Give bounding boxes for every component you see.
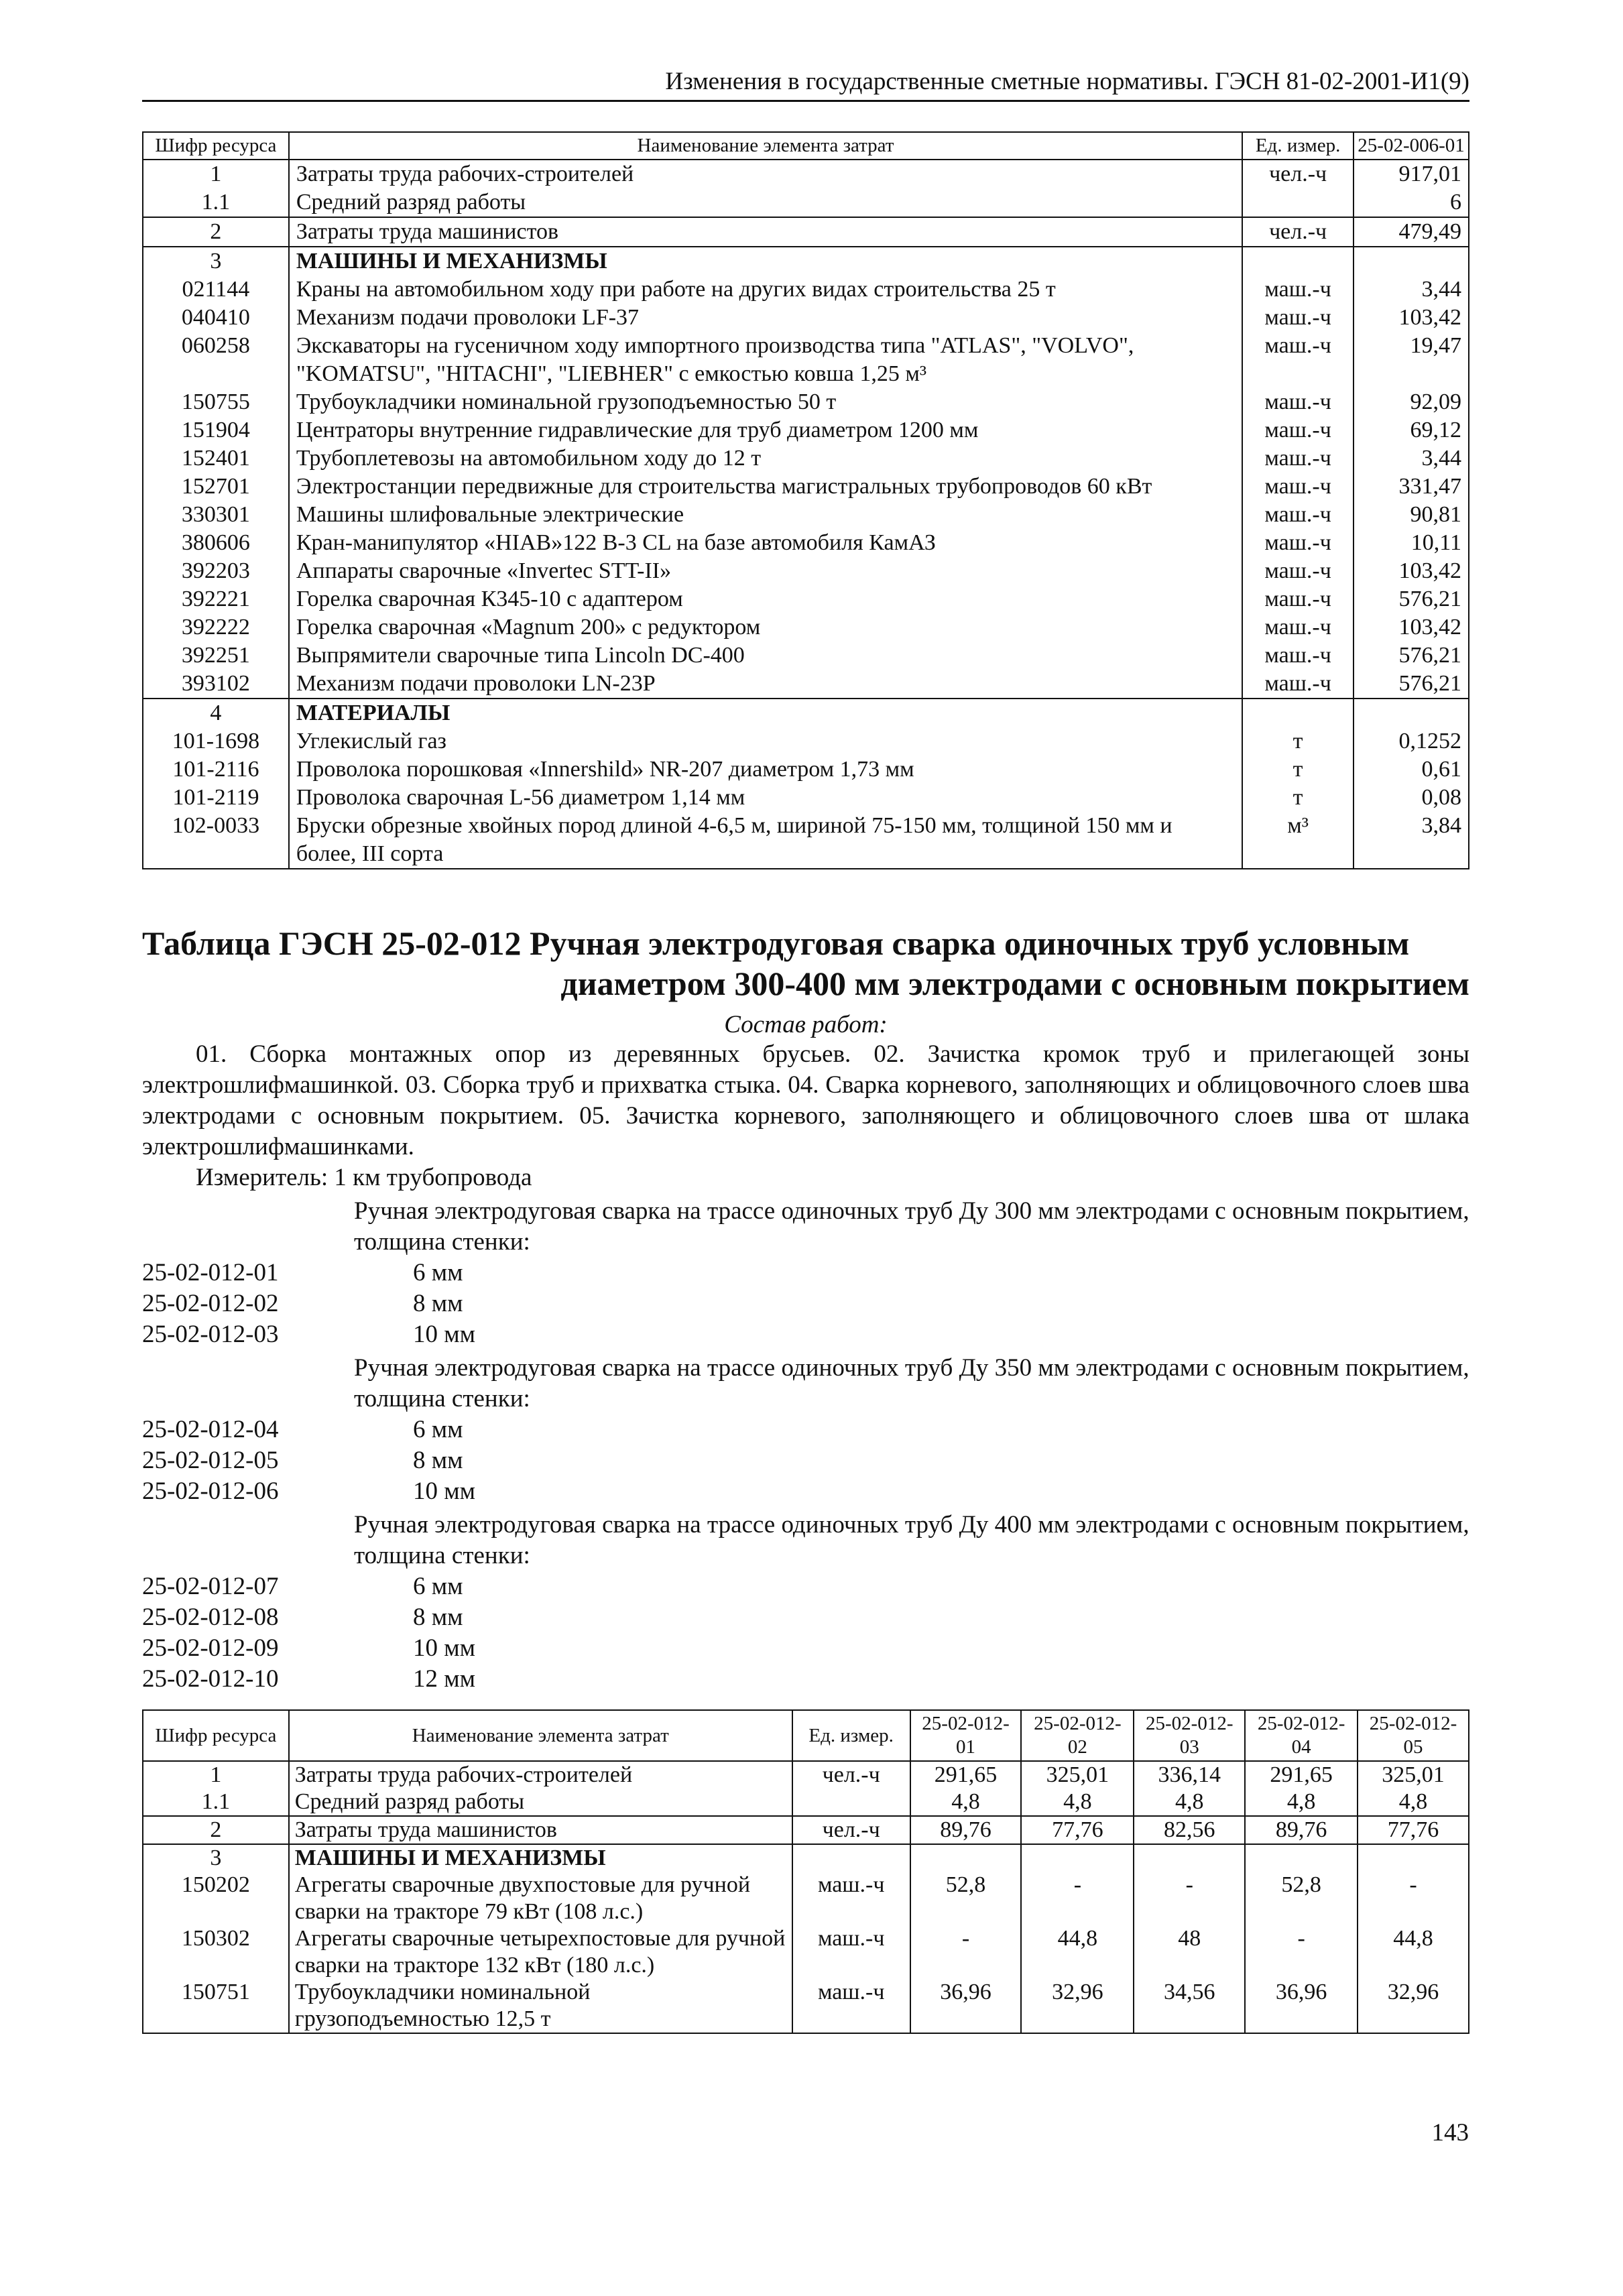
resource-name: Проволока порошковая «Innershild» NR-207 диаметром 1,73 мм [289, 756, 1242, 784]
resource-table-25-02-006 [142, 131, 1469, 869]
resource-unit: т [1242, 756, 1354, 784]
resource-unit: чел.-ч [792, 1761, 910, 1789]
table-row [143, 1872, 1469, 1925]
resource-name: Горелка сварочная К345-10 с адаптером [289, 585, 1242, 613]
resource-code: 392203 [143, 557, 289, 585]
resource-code: 101-1698 [143, 727, 289, 756]
resource-value: 4,8 [1245, 1789, 1358, 1816]
resource-value: 44,8 [1021, 1925, 1134, 1979]
resource-unit: маш.-ч [792, 1979, 910, 2033]
resource-value: 325,01 [1021, 1761, 1134, 1789]
resource-code: 393102 [143, 670, 289, 699]
resource-unit [792, 1844, 910, 1872]
resource-name: Затраты труда машинистов [289, 1816, 792, 1844]
resource-value: 576,21 [1354, 585, 1469, 613]
table-row [143, 1979, 1469, 2033]
norm-code: 25-02-012-04 [142, 1416, 279, 1443]
norm-item [142, 1414, 1469, 1445]
norm-code: 25-02-012-06 [142, 1477, 279, 1505]
resource-value: 103,42 [1354, 304, 1469, 332]
table-row [143, 727, 1469, 756]
resource-value: 3,44 [1354, 444, 1469, 473]
resource-name: Бруски обрезные хвойных пород длиной 4-6,5 м, шириной 75-150 мм, толщиной 150 мм и более, III сорта [289, 812, 1242, 869]
resource-name: Трубоукладчики номинальной грузоподъемностью 12,5 т [289, 1979, 792, 2033]
resource-unit: маш.-ч [1242, 388, 1354, 416]
resource-code: 151904 [143, 416, 289, 444]
norm-list [142, 1196, 1469, 1695]
table-row [143, 1816, 1469, 1844]
resource-unit: маш.-ч [1242, 304, 1354, 332]
resource-code: 1 [143, 1761, 289, 1789]
table-header-row [143, 132, 1469, 160]
resource-unit: чел.-ч [1242, 160, 1354, 188]
resource-unit: маш.-ч [1242, 613, 1354, 642]
resource-value [1245, 1844, 1358, 1872]
resource-value [910, 1844, 1022, 1872]
norm-code: 25-02-012-03 [142, 1321, 279, 1348]
resource-name: МАШИНЫ И МЕХАНИЗМЫ [289, 1844, 792, 1872]
resource-name: Аппараты сварочные «Invertec STT-II» [289, 557, 1242, 585]
col-header-norm: 25-02-012-03 [1134, 1710, 1245, 1761]
resource-value: 52,8 [910, 1872, 1022, 1925]
resource-code: 380606 [143, 529, 289, 557]
resource-code: 1.1 [143, 188, 289, 217]
table-row [143, 1761, 1469, 1789]
resource-value: 10,11 [1354, 529, 1469, 557]
resource-value [1021, 1844, 1134, 1872]
resource-table-25-02-012 [142, 1709, 1469, 2034]
col-header-code: Шифр ресурса [143, 132, 289, 160]
norm-group-description: Ручная электродуговая сварка на трассе одиночных труб Ду 350 мм электродами с основным покрытием, толщина стенки: [354, 1354, 1469, 1412]
resource-value: 103,42 [1354, 557, 1469, 585]
resource-value: 4,8 [1134, 1789, 1245, 1816]
resource-value: 576,21 [1354, 642, 1469, 670]
resource-unit: маш.-ч [1242, 501, 1354, 529]
col-header-norm: 25-02-012-04 [1245, 1710, 1358, 1761]
table-row [143, 1844, 1469, 1872]
resource-value: - [1358, 1872, 1469, 1925]
document-page [142, 67, 1469, 2034]
resource-code: 3 [143, 247, 289, 276]
table-row [143, 188, 1469, 217]
resource-value: 0,08 [1354, 784, 1469, 812]
resource-value: - [1021, 1872, 1134, 1925]
resource-code: 150302 [143, 1925, 289, 1979]
resource-name: Трубоукладчики номинальной грузоподъемностью 50 т [289, 388, 1242, 416]
resource-value: 32,96 [1358, 1979, 1469, 2033]
table-row [143, 529, 1469, 557]
resource-value [1354, 699, 1469, 727]
resource-unit: т [1242, 727, 1354, 756]
resource-unit: маш.-ч [1242, 585, 1354, 613]
resource-name: Машины шлифовальные электрические [289, 501, 1242, 529]
resource-value: 6 [1354, 188, 1469, 217]
norm-code: 25-02-012-01 [142, 1259, 279, 1286]
resource-unit: маш.-ч [792, 1872, 910, 1925]
resource-value: 69,12 [1354, 416, 1469, 444]
resource-value: 0,61 [1354, 756, 1469, 784]
wall-thickness: 6 мм [413, 1416, 463, 1443]
resource-value: 325,01 [1358, 1761, 1469, 1789]
resource-code: 1 [143, 160, 289, 188]
resource-code: 060258 [143, 332, 289, 388]
resource-name: Средний разряд работы [289, 1789, 792, 1816]
norm-code: 25-02-012-09 [142, 1634, 279, 1662]
resource-value [1358, 1844, 1469, 1872]
resource-value: - [910, 1925, 1022, 1979]
norm-code: 25-02-012-10 [142, 1665, 279, 1693]
table-row [143, 585, 1469, 613]
wall-thickness: 10 мм [413, 1321, 476, 1348]
norm-item [142, 1633, 1469, 1664]
wall-thickness: 12 мм [413, 1665, 476, 1693]
norm-code: 25-02-012-07 [142, 1573, 279, 1600]
norm-item [142, 1602, 1469, 1633]
resource-value: 19,47 [1354, 332, 1469, 388]
table-row [143, 642, 1469, 670]
resource-value: 32,96 [1021, 1979, 1134, 2033]
norm-code: 25-02-012-05 [142, 1447, 279, 1474]
table-row [143, 444, 1469, 473]
norm-item [142, 1571, 1469, 1602]
resource-value: 4,8 [1358, 1789, 1469, 1816]
table-row [143, 416, 1469, 444]
resource-value: 92,09 [1354, 388, 1469, 416]
resource-value [1134, 1844, 1245, 1872]
resource-value: 34,56 [1134, 1979, 1245, 2033]
table-row [143, 613, 1469, 642]
resource-unit: м³ [1242, 812, 1354, 869]
resource-value: 36,96 [910, 1979, 1022, 2033]
resource-value: 331,47 [1354, 473, 1469, 501]
wall-thickness: 10 мм [413, 1634, 476, 1662]
resource-value: 89,76 [1245, 1816, 1358, 1844]
table-row [143, 247, 1469, 276]
resource-name: Краны на автомобильном ходу при работе на других видах строительства 25 т [289, 276, 1242, 304]
resource-code: 392221 [143, 585, 289, 613]
resource-name: Экскаваторы на гусеничном ходу импортного производства типа "ATLAS", "VOLVO", "KOMATSU", "HITACHI", "LIEBHER" с емкостью ковша 1,25 м³ [289, 332, 1242, 388]
resource-value: 3,84 [1354, 812, 1469, 869]
resource-value: 89,76 [910, 1816, 1022, 1844]
table-row [143, 160, 1469, 188]
resource-name: Центраторы внутренние гидравлические для труб диаметром 1200 мм [289, 416, 1242, 444]
resource-name: Агрегаты сварочные четырехпостовые для ручной сварки на тракторе 132 кВт (180 л.с.) [289, 1925, 792, 1979]
resource-code: 150202 [143, 1872, 289, 1925]
wall-thickness: 8 мм [413, 1604, 463, 1631]
resource-value: 291,65 [1245, 1761, 1358, 1789]
resource-code: 330301 [143, 501, 289, 529]
wall-thickness: 8 мм [413, 1290, 463, 1317]
resource-value: 103,42 [1354, 613, 1469, 642]
resource-value: 90,81 [1354, 501, 1469, 529]
wall-thickness: 8 мм [413, 1447, 463, 1474]
table-row [143, 332, 1469, 388]
norm-group-description: Ручная электродуговая сварка на трассе одиночных труб Ду 400 мм электродами с основным покрытием, толщина стенки: [354, 1511, 1469, 1569]
resource-name: Выпрямители сварочные типа Lincoln DC-400 [289, 642, 1242, 670]
resource-code: 392251 [143, 642, 289, 670]
table-row [143, 557, 1469, 585]
table-title-line1: Таблица ГЭСН 25-02-012 Ручная электродуговая сварка одиночных труб условным [142, 924, 1410, 962]
table-row [143, 473, 1469, 501]
resource-code: 040410 [143, 304, 289, 332]
resource-value: 917,01 [1354, 160, 1469, 188]
resource-unit: маш.-ч [1242, 557, 1354, 585]
norm-code: 25-02-012-08 [142, 1604, 279, 1631]
table-title [142, 923, 1469, 1004]
resource-name: Механизм подачи проволоки LN-23P [289, 670, 1242, 699]
resource-name: Углекислый газ [289, 727, 1242, 756]
table-row [143, 784, 1469, 812]
page-number: 143 [1431, 2119, 1469, 2147]
table-row [143, 304, 1469, 332]
table-row [143, 670, 1469, 699]
table-row [143, 699, 1469, 727]
resource-name: Горелка сварочная «Magnum 200» с редуктором [289, 613, 1242, 642]
resource-unit: т [1242, 784, 1354, 812]
table-header-row [143, 1710, 1469, 1761]
resource-unit [1242, 247, 1354, 276]
col-header-code: Шифр ресурса [143, 1710, 289, 1761]
resource-unit: маш.-ч [1242, 670, 1354, 699]
resource-value: 48 [1134, 1925, 1245, 1979]
resource-unit: маш.-ч [1242, 416, 1354, 444]
table-row [143, 388, 1469, 416]
resource-code: 150755 [143, 388, 289, 416]
table-row [143, 756, 1469, 784]
resource-value: 4,8 [1021, 1789, 1134, 1816]
running-header: Изменения в государственные сметные нормативы. ГЭСН 81-02-2001-И1(9) [142, 67, 1469, 102]
work-composition-text: 01. Сборка монтажных опор из деревянных брусьев. 02. Зачистка кромок труб и прилегающей зоны электрошлифмашинкой. 03. Сборка труб и прихватка стыка. 04. Сварка корневого, заполняющих и облицовочного слоев шва электродами с основным покрытием. 05. Зачистка корневого, заполняющего и облицовочного слоев шва от шлака электрошлифмашинками. [142, 1040, 1469, 1160]
resource-name: МАТЕРИАЛЫ [289, 699, 1242, 727]
resource-code: 1.1 [143, 1789, 289, 1816]
norm-item [142, 1445, 1469, 1476]
wall-thickness: 10 мм [413, 1477, 476, 1505]
col-header-value: 25-02-006-01 [1354, 132, 1469, 160]
resource-value: 4,8 [910, 1789, 1022, 1816]
col-header-name: Наименование элемента затрат [289, 1710, 792, 1761]
resource-code: 021144 [143, 276, 289, 304]
resource-unit [1242, 699, 1354, 727]
col-header-name: Наименование элемента затрат [289, 132, 1242, 160]
norm-item [142, 1288, 1469, 1319]
resource-code: 4 [143, 699, 289, 727]
norm-item [142, 1319, 1469, 1350]
resource-value: 52,8 [1245, 1872, 1358, 1925]
resource-value: 77,76 [1021, 1816, 1134, 1844]
table-title-line2: диаметром 300-400 мм электродами с основным покрытием [560, 965, 1469, 1002]
col-header-norm: 25-02-012-01 [910, 1710, 1022, 1761]
resource-unit [792, 1789, 910, 1816]
resource-value: 336,14 [1134, 1761, 1245, 1789]
col-header-unit: Ед. измер. [792, 1710, 910, 1761]
work-composition-heading: Состав работ: [724, 1011, 888, 1038]
resource-name: Затраты труда машинистов [289, 217, 1242, 247]
meter-unit: Измеритель: 1 км трубопровода [196, 1164, 532, 1191]
col-header-norm: 25-02-012-05 [1358, 1710, 1469, 1761]
resource-code: 101-2116 [143, 756, 289, 784]
resource-unit: чел.-ч [792, 1816, 910, 1844]
resource-unit: маш.-ч [1242, 473, 1354, 501]
table-row [143, 276, 1469, 304]
resource-value: - [1134, 1872, 1245, 1925]
resource-value [1354, 247, 1469, 276]
resource-name: Агрегаты сварочные двухпостовые для ручной сварки на тракторе 79 кВт (108 л.с.) [289, 1872, 792, 1925]
norm-item [142, 1664, 1469, 1695]
resource-name: Кран-манипулятор «HIAB»122 B-3 CL на базе автомобиля КамАЗ [289, 529, 1242, 557]
resource-value: 44,8 [1358, 1925, 1469, 1979]
norm-code: 25-02-012-02 [142, 1290, 279, 1317]
norm-group-description: Ручная электродуговая сварка на трассе одиночных труб Ду 300 мм электродами с основным покрытием, толщина стенки: [354, 1197, 1469, 1256]
norm-item [142, 1258, 1469, 1288]
resource-name: Электростанции передвижные для строительства магистральных трубопроводов 60 кВт [289, 473, 1242, 501]
resource-value: 82,56 [1134, 1816, 1245, 1844]
resource-code: 2 [143, 217, 289, 247]
resource-unit [1242, 188, 1354, 217]
table-row [143, 217, 1469, 247]
table-row [143, 812, 1469, 869]
resource-name: Средний разряд работы [289, 188, 1242, 217]
resource-code: 152701 [143, 473, 289, 501]
resource-name: Механизм подачи проволоки LF-37 [289, 304, 1242, 332]
resource-unit: чел.-ч [1242, 217, 1354, 247]
resource-name: Затраты труда рабочих-строителей [289, 160, 1242, 188]
resource-name: Проволока сварочная L-56 диаметром 1,14 мм [289, 784, 1242, 812]
col-header-norm: 25-02-012-02 [1021, 1710, 1134, 1761]
resource-value: 36,96 [1245, 1979, 1358, 2033]
table-row [143, 1789, 1469, 1816]
resource-code: 152401 [143, 444, 289, 473]
table-row [143, 1925, 1469, 1979]
resource-unit: маш.-ч [1242, 332, 1354, 388]
table-row [143, 501, 1469, 529]
resource-code: 392222 [143, 613, 289, 642]
resource-code: 2 [143, 1816, 289, 1844]
resource-unit: маш.-ч [1242, 642, 1354, 670]
wall-thickness: 6 мм [413, 1573, 463, 1600]
resource-code: 3 [143, 1844, 289, 1872]
resource-unit: маш.-ч [1242, 444, 1354, 473]
resource-value: 0,1252 [1354, 727, 1469, 756]
resource-unit: маш.-ч [792, 1925, 910, 1979]
resource-value: 291,65 [910, 1761, 1022, 1789]
col-header-unit: Ед. измер. [1242, 132, 1354, 160]
resource-unit: маш.-ч [1242, 529, 1354, 557]
norm-item [142, 1476, 1469, 1507]
resource-unit: маш.-ч [1242, 276, 1354, 304]
resource-code: 102-0033 [143, 812, 289, 869]
resource-code: 101-2119 [143, 784, 289, 812]
resource-value: 479,49 [1354, 217, 1469, 247]
resource-value: 576,21 [1354, 670, 1469, 699]
resource-value: - [1245, 1925, 1358, 1979]
wall-thickness: 6 мм [413, 1259, 463, 1286]
resource-name: МАШИНЫ И МЕХАНИЗМЫ [289, 247, 1242, 276]
resource-value: 3,44 [1354, 276, 1469, 304]
resource-value: 77,76 [1358, 1816, 1469, 1844]
resource-name: Трубоплетевозы на автомобильном ходу до 12 т [289, 444, 1242, 473]
resource-name: Затраты труда рабочих-строителей [289, 1761, 792, 1789]
resource-code: 150751 [143, 1979, 289, 2033]
